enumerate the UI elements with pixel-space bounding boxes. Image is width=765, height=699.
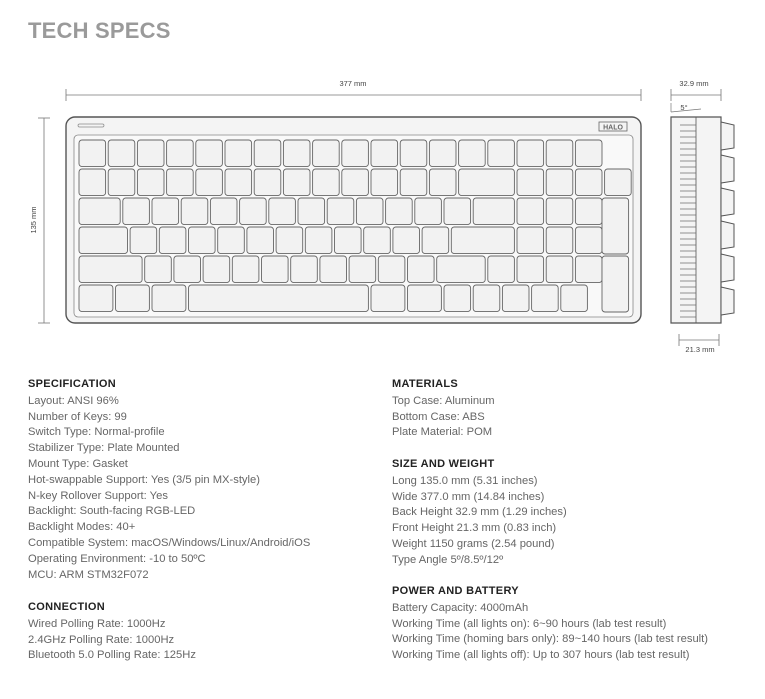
keycap: [159, 227, 186, 254]
keycap: [459, 140, 486, 167]
spec-line: Working Time (all lights on): 6~90 hours (lab test result): [392, 617, 667, 630]
brand-logo-text: HALO: [603, 124, 623, 132]
spec-line: Operating Environment: -10 to 50ºC: [28, 552, 206, 565]
spec-line: Compatible System: macOS/Windows/Linux/Android/iOS: [28, 536, 311, 549]
keycap: [174, 256, 201, 283]
keycap: [575, 140, 602, 167]
side-keycap: [721, 221, 734, 249]
keycap: [108, 140, 135, 167]
keycap: [79, 285, 113, 312]
keycap: [561, 285, 588, 312]
materials-section: [392, 377, 742, 441]
keycap: [79, 198, 120, 225]
keycap: [575, 227, 602, 254]
keycap: [262, 256, 289, 283]
side-keycap: [721, 254, 734, 282]
front-height-label: 21.3 mm: [685, 345, 715, 354]
spec-line: Wired Polling Rate: 1000Hz: [28, 617, 166, 630]
keycap: [247, 227, 274, 254]
spec-line: Working Time (homing bars only): 89~140 hours (lab test result): [392, 633, 708, 646]
power-battery-heading: POWER AND BATTERY: [392, 585, 519, 597]
spec-line: Weight 1150 grams (2.54 pound): [392, 537, 555, 550]
keycap: [502, 285, 529, 312]
spec-line: N-key Rollover Support: Yes: [28, 489, 168, 502]
spec-line: Mount Type: Gasket: [28, 457, 128, 470]
keycap: [225, 140, 252, 167]
keycap: [400, 169, 427, 196]
keycap: [517, 198, 544, 225]
keycap: [408, 285, 442, 312]
keycap: [517, 140, 544, 167]
keycap: [342, 169, 369, 196]
keycap: [546, 169, 573, 196]
keyboard-dimension-drawing: [0, 60, 765, 360]
keycap: [517, 227, 544, 254]
keycap: [320, 256, 347, 283]
keycap: [327, 198, 354, 225]
side-keycap: [721, 122, 734, 150]
keycap-tall: [602, 198, 629, 254]
back-height-label: 32.9 mm: [679, 79, 709, 88]
spec-line: 2.4GHz Polling Rate: 1000Hz: [28, 633, 175, 646]
keycap: [152, 285, 186, 312]
spec-line: Backlight Modes: 40+: [28, 521, 136, 534]
spec-line: Backlight: South-facing RGB-LED: [28, 505, 196, 518]
keycap: [298, 198, 325, 225]
keycap: [283, 140, 310, 167]
keycap: [218, 227, 245, 254]
keycap: [137, 140, 164, 167]
keycap: [371, 169, 398, 196]
spec-line: Long 135.0 mm (5.31 inches): [392, 474, 538, 487]
side-keycap: [721, 188, 734, 216]
keycap: [517, 256, 544, 283]
keycap: [225, 169, 252, 196]
keycap: [371, 140, 398, 167]
keycap: [546, 198, 573, 225]
keycap: [189, 285, 369, 312]
spec-line: Layout: ANSI 96%: [28, 394, 119, 407]
keycap: [444, 198, 471, 225]
power-battery-section: [392, 584, 742, 664]
height-dimension: [38, 118, 50, 323]
keycap: [575, 256, 602, 283]
keycap: [79, 169, 106, 196]
height-label: 135 mm: [29, 206, 38, 234]
spec-line: Front Height 21.3 mm (0.83 inch): [392, 522, 557, 535]
keycap: [488, 140, 515, 167]
keycap: [473, 285, 500, 312]
keycap: [130, 227, 157, 254]
spec-line: Top Case: Aluminum: [392, 394, 495, 407]
width-dimension: [66, 89, 641, 101]
width-label: 377 mm: [339, 79, 367, 88]
spec-line: Type Angle 5º/8.5º/12º: [392, 553, 504, 566]
keycap: [269, 198, 296, 225]
keycap: [437, 256, 486, 283]
back-height-dimension: [671, 89, 721, 101]
keycap: [240, 198, 267, 225]
keycap: [364, 227, 391, 254]
spec-line: Wide 377.0 mm (14.84 inches): [392, 490, 545, 503]
keycap: [313, 169, 340, 196]
size-weight-heading: SIZE AND WEIGHT: [392, 458, 495, 470]
keycap: [254, 169, 281, 196]
keycap: [546, 227, 573, 254]
keycap: [283, 169, 310, 196]
spec-line: Battery Capacity: 4000mAh: [392, 601, 529, 614]
keycap: [189, 227, 216, 254]
materials-heading: MATERIALS: [392, 378, 459, 390]
spec-line: Stabilizer Type: Plate Mounted: [28, 442, 180, 455]
keycap: [291, 256, 318, 283]
keycap: [196, 140, 223, 167]
keycap: [232, 256, 259, 283]
keycap: [210, 198, 237, 225]
connection-section: [28, 600, 378, 664]
keycap: [459, 169, 515, 196]
keycap: [305, 227, 332, 254]
keycap: [167, 140, 194, 167]
keycap: [473, 198, 514, 225]
keycap: [371, 285, 405, 312]
keycap: [575, 169, 602, 196]
spec-line: Bottom Case: ABS: [392, 410, 485, 423]
keycap: [342, 140, 369, 167]
keycap: [546, 140, 573, 167]
keycap: [393, 227, 420, 254]
spec-line: Back Height 32.9 mm (1.29 inches): [392, 506, 567, 519]
keycap-tall: [602, 256, 629, 312]
keycap: [349, 256, 376, 283]
side-keycap: [721, 155, 734, 183]
keycap: [429, 169, 456, 196]
keycap: [79, 256, 142, 283]
size-weight-section: [392, 457, 742, 569]
keycap: [378, 256, 405, 283]
page-title: TECH SPECS: [28, 18, 171, 43]
specification-section: [28, 377, 378, 583]
spec-line: Hot-swappable Support: Yes (3/5 pin MX-style): [28, 473, 260, 486]
keycap: [444, 285, 471, 312]
keycap: [605, 169, 632, 196]
keycap: [123, 198, 150, 225]
spec-line: MCU: ARM STM32F072: [28, 568, 149, 581]
keycap: [400, 140, 427, 167]
side-profile-view: [671, 117, 734, 323]
keycap: [145, 256, 172, 283]
keycap: [137, 169, 164, 196]
keycap: [422, 227, 449, 254]
keycap: [79, 140, 106, 167]
keycap: [415, 198, 442, 225]
side-keycap: [721, 287, 734, 315]
keycap: [108, 169, 135, 196]
keycap: [152, 198, 179, 225]
keycap: [517, 169, 544, 196]
angle-label: 5°: [680, 103, 688, 112]
keycap: [546, 256, 573, 283]
connection-heading: CONNECTION: [28, 601, 105, 613]
keycap: [196, 169, 223, 196]
keycap: [254, 140, 281, 167]
keycap: [313, 140, 340, 167]
keycap: [429, 140, 456, 167]
keycap: [451, 227, 514, 254]
keycap: [276, 227, 303, 254]
specification-heading: SPECIFICATION: [28, 378, 117, 390]
keycap: [167, 169, 194, 196]
spec-line: Plate Material: POM: [392, 426, 493, 439]
keycap: [335, 227, 362, 254]
spec-line: Switch Type: Normal-profile: [28, 426, 165, 439]
keycap: [532, 285, 559, 312]
keycap: [203, 256, 230, 283]
keycap: [386, 198, 413, 225]
keycap: [116, 285, 150, 312]
keycap: [79, 227, 128, 254]
spec-line: Working Time (all lights off): Up to 307 hours (lab test result): [392, 649, 690, 662]
keycap: [575, 198, 602, 225]
keycap: [488, 256, 515, 283]
keycap: [408, 256, 435, 283]
keycap: [181, 198, 208, 225]
spec-line: Number of Keys: 99: [28, 410, 127, 423]
keycap: [356, 198, 383, 225]
spec-line: Bluetooth 5.0 Polling Rate: 125Hz: [28, 649, 196, 662]
